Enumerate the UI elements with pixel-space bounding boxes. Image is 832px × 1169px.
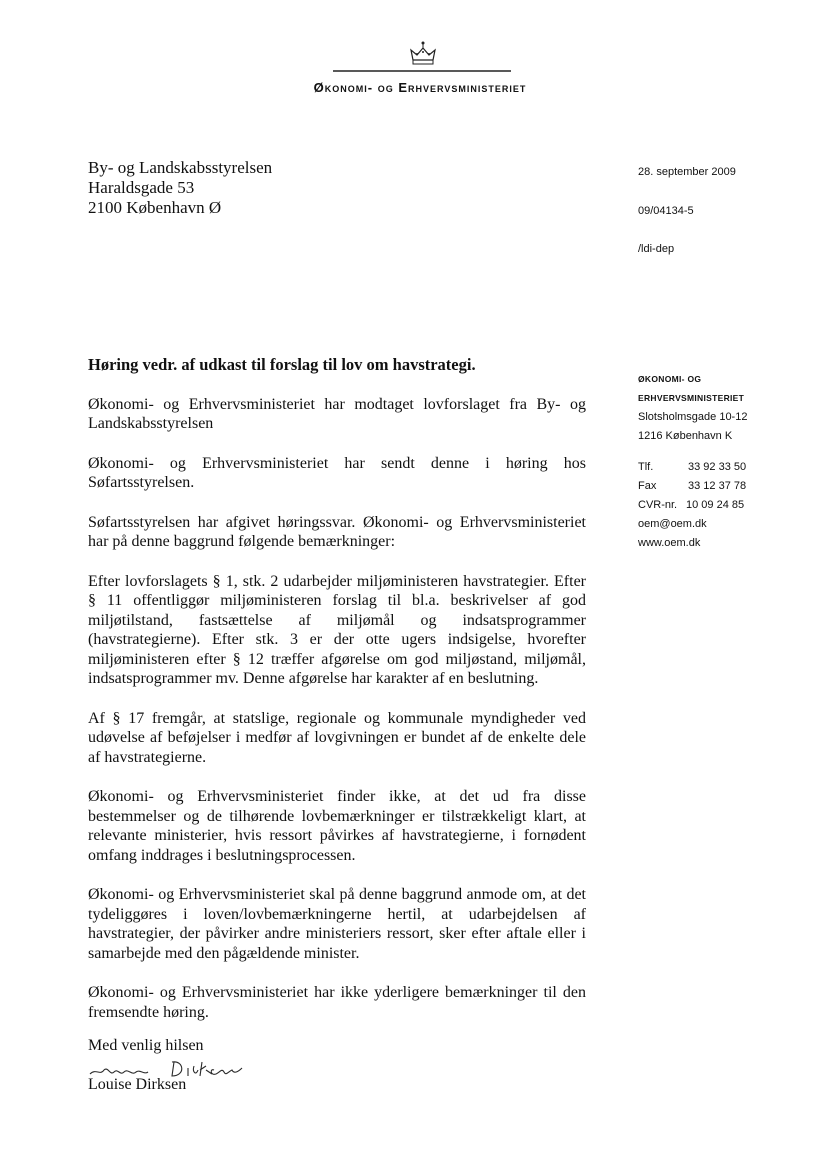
cvr-value: 10 09 24 85 [686, 499, 745, 511]
ministry-name: Økonomi- og Erhvervsministeriet [313, 80, 527, 95]
signer-name: Louise Dirksen [88, 1076, 187, 1093]
letter-subject: Høring vedr. af udkast til forslag til lov om havstrategi. [88, 355, 476, 374]
cvr-label: CVR-nr. [638, 499, 678, 511]
paragraph-5: Af § 17 fremgår, at statslige, regionale og kommunale myndigheder ved udøvelse af beføjelser i medfør af lovgivningen er bundet af de enkelte dele af havstrategierne. [88, 709, 586, 766]
sidebar-ministry-line2: ERHVERVSMINISTERIET [638, 393, 745, 403]
letterhead-rule [333, 70, 511, 72]
recipient-street: Haraldsgade 53 [88, 178, 195, 197]
crown-emblem-icon [408, 40, 438, 70]
closing-greeting: Med venlig hilsen [88, 1037, 204, 1054]
paragraph-1: Økonomi- og Erhvervsministeriet har modtaget lovforslaget fra By- og Landskabsstyrelsen [88, 395, 586, 432]
paragraph-7: Økonomi- og Erhvervsministeriet skal på denne baggrund anmode om, at det tydeliggøres i loven/lovbemærkningerne hertil, at udarbejdelsen af havstrategier, der påvirker andre ministeriers ressort, sker efter aftale eller i samarbejde med den pågældende minister. [88, 886, 586, 962]
recipient-name: By- og Landskabsstyrelsen [88, 158, 273, 177]
sidebar-cvr-row [638, 496, 818, 515]
paragraph-8: Økonomi- og Erhvervsministeriet har ikke yderligere bemærkninger til den fremsendte høring. [88, 984, 586, 1021]
paragraph-2: Økonomi- og Erhvervsministeriet har sendt denne i høring hos Søfartsstyrelsen. [88, 454, 586, 491]
sidebar-website: www.oem.dk [638, 537, 701, 549]
sidebar-fax-row [638, 477, 818, 496]
fax-value: 33 12 37 78 [688, 480, 747, 492]
paragraph-3: Søfartsstyrelsen har afgivet høringssvar. Økonomi- og Erhvervsministeriet har på denne baggrund følgende bemærkninger: [88, 513, 586, 550]
recipient-address [88, 158, 272, 218]
letter-body [88, 355, 586, 1042]
sender-sidebar [638, 370, 818, 553]
phone-label: Tlf. [638, 461, 654, 473]
sidebar-phone-row [638, 458, 818, 477]
sidebar-email: oem@oem.dk [638, 518, 707, 530]
case-reference: 09/04134-5 [638, 205, 694, 217]
phone-value: 33 92 33 50 [688, 461, 747, 473]
author-initials: /ldi-dep [638, 243, 675, 255]
sidebar-city: 1216 København K [638, 430, 733, 442]
letter-date: 28. september 2009 [638, 166, 736, 178]
recipient-city: 2100 København Ø [88, 198, 222, 217]
sidebar-street: Slotsholmsgade 10-12 [638, 411, 748, 423]
fax-label: Fax [638, 480, 657, 492]
sidebar-ministry-line1: ØKONOMI- OG [638, 374, 702, 384]
paragraph-4: Efter lovforslagets § 1, stk. 2 udarbejder miljøministeren havstrategier. Efter § 11 offentliggør miljøministeren forslag til bl.a. beskrivelser af god miljøtilstand, fastsættelse af miljømål og indsatsprogrammer (havstrategierne). Efter stk. 3 er der otte ugers indsigelse, hvorefter miljøministeren efter § 12 træffer afgørelse om god miljøstand, miljømål, indsatsprogrammer mv. Denne afgørelse har karakter af en beslutning. [88, 572, 586, 687]
paragraph-6: Økonomi- og Erhvervsministeriet finder ikke, at det ud fra disse bestemmelser og de tilhørende lovbemærkninger er tilstrækkeligt klart, at relevante ministerier, hvis ressort påvirkes af havstrategierne, i fornødent omfang inddrages i beslutningsprocessen. [88, 788, 586, 864]
